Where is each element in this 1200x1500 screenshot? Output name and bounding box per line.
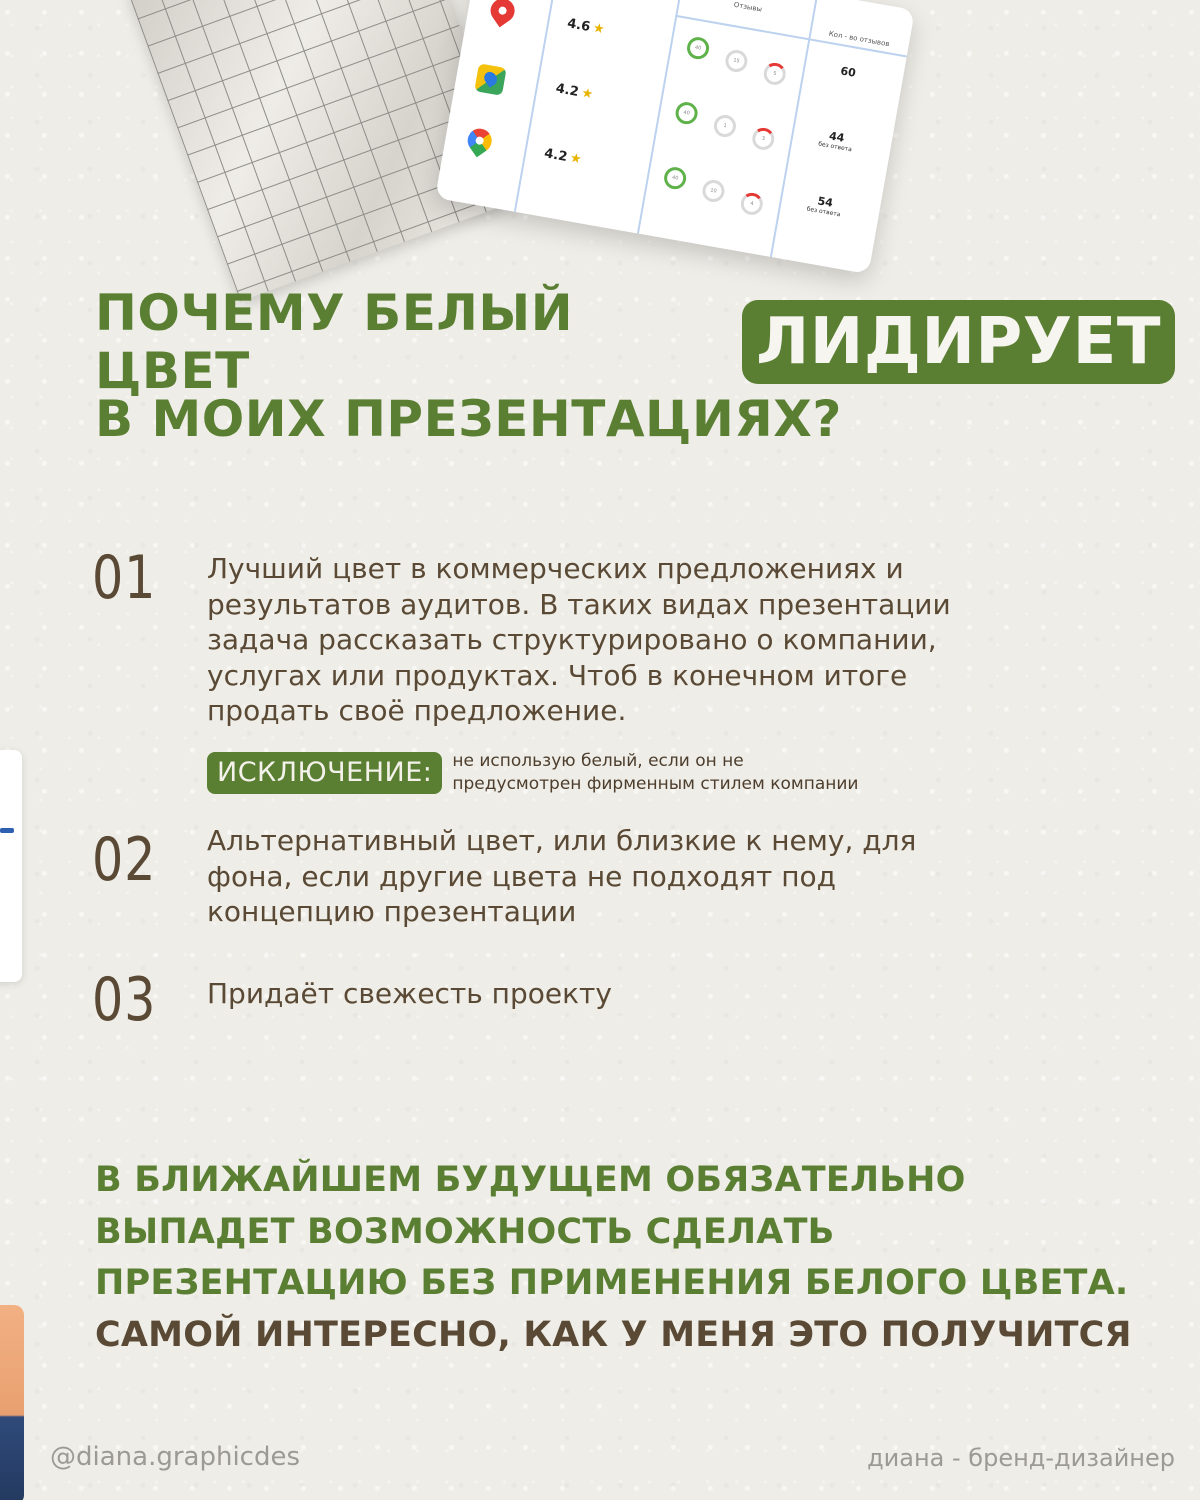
- yandex-maps-icon: [472, 61, 507, 100]
- preview-ring: 40: [662, 165, 687, 190]
- preview-rating: 4.6: [566, 16, 592, 35]
- item-text-line: Придаёт свежесть проекту: [207, 977, 612, 1010]
- preview-ring: 5: [762, 61, 787, 86]
- star-icon: ★: [580, 85, 595, 103]
- presentation-preview-card: [435, 0, 915, 274]
- closing-statement: [95, 1155, 1185, 1361]
- edge-card-fragment: [0, 750, 22, 982]
- item-number-01: 01: [92, 543, 157, 613]
- item-text-line: фона, если другие цвета не подходят под: [207, 859, 836, 893]
- closing-line: ВЫПАДЕТ ВОЗМОЖНОСТЬ СДЕЛАТЬ: [95, 1211, 835, 1252]
- exception-text-line: не использую белый, если он не: [452, 751, 744, 771]
- title-highlight: ЛИДИРУЕТ: [742, 300, 1175, 384]
- item-text-line: результатов аудитов. В таких видах презентации: [207, 587, 951, 621]
- author-handle: @diana.graphicdes: [50, 1442, 301, 1472]
- preview-count: 44: [828, 129, 846, 145]
- item-text-01: [207, 551, 1137, 729]
- preview-ring: 1: [712, 113, 737, 138]
- exception-note: [207, 750, 992, 796]
- exception-badge: ИСКЛЮЧЕНИЕ:: [207, 752, 442, 794]
- item-number-03: 03: [92, 965, 157, 1035]
- item-text-03: [207, 976, 1137, 1012]
- item-text-line: Альтернативный цвет, или близкие к нему, для: [207, 824, 917, 857]
- page-title: [95, 284, 1175, 448]
- map-pin-icon: [483, 0, 518, 35]
- exception-text-line: предусмотрен фирменным стилем компании: [452, 774, 859, 794]
- author-signature: диана - бренд-дизайнер: [867, 1444, 1175, 1472]
- google-maps-icon: [460, 126, 495, 165]
- preview-ring: 15: [724, 48, 749, 73]
- item-text-line: задача рассказать структурировано о компании,: [207, 623, 937, 656]
- title-line-1: ПОЧЕМУ БЕЛЫЙ ЦВЕТ: [95, 284, 574, 400]
- edge-photo-fragment: [0, 1305, 24, 1500]
- preview-ring: 40: [685, 35, 710, 60]
- preview-ring: 3: [751, 126, 776, 151]
- preview-count-note: без ответа: [806, 205, 841, 219]
- preview-ring: 10: [701, 178, 726, 203]
- preview-count: 60: [839, 64, 857, 80]
- item-number-02: 02: [92, 825, 157, 895]
- preview-rating: 4.2: [554, 81, 580, 100]
- preview-ring: 40: [674, 100, 699, 125]
- preview-count-note: без ответа: [817, 140, 853, 154]
- preview-rating: 4.2: [543, 146, 569, 165]
- closing-line: В БЛИЖАЙШЕМ БУДУЩЕМ ОБЯЗАТЕЛЬНО: [95, 1160, 966, 1200]
- star-icon: ★: [568, 150, 583, 168]
- item-text-line: Лучший цвет в коммерческих предложениях и: [207, 552, 904, 585]
- item-text-line: продать своё предложение.: [207, 694, 627, 727]
- preview-ring: 4: [739, 191, 764, 216]
- closing-line-highlight: САМОЙ ИНТЕРЕСНО, КАК У МЕНЯ ЭТО ПОЛУЧИТСЯ: [95, 1314, 1132, 1355]
- preview-header-count: Кол - во отзывов: [828, 29, 891, 49]
- item-text-line: концепцию презентации: [207, 895, 577, 928]
- preview-header-reviews: Отзывы: [733, 0, 763, 14]
- title-line-2: В МОИХ ПРЕЗЕНТАЦИЯХ?: [95, 390, 842, 448]
- star-icon: ★: [591, 20, 606, 38]
- preview-count: 54: [816, 194, 834, 210]
- item-text-02: [207, 823, 1137, 930]
- item-text-line: услугах или продуктах. Чтоб в конечном итоге: [207, 658, 908, 692]
- closing-line: ПРЕЗЕНТАЦИЮ БЕЗ ПРИМЕНЕНИЯ БЕЛОГО ЦВЕТА.: [95, 1263, 1129, 1303]
